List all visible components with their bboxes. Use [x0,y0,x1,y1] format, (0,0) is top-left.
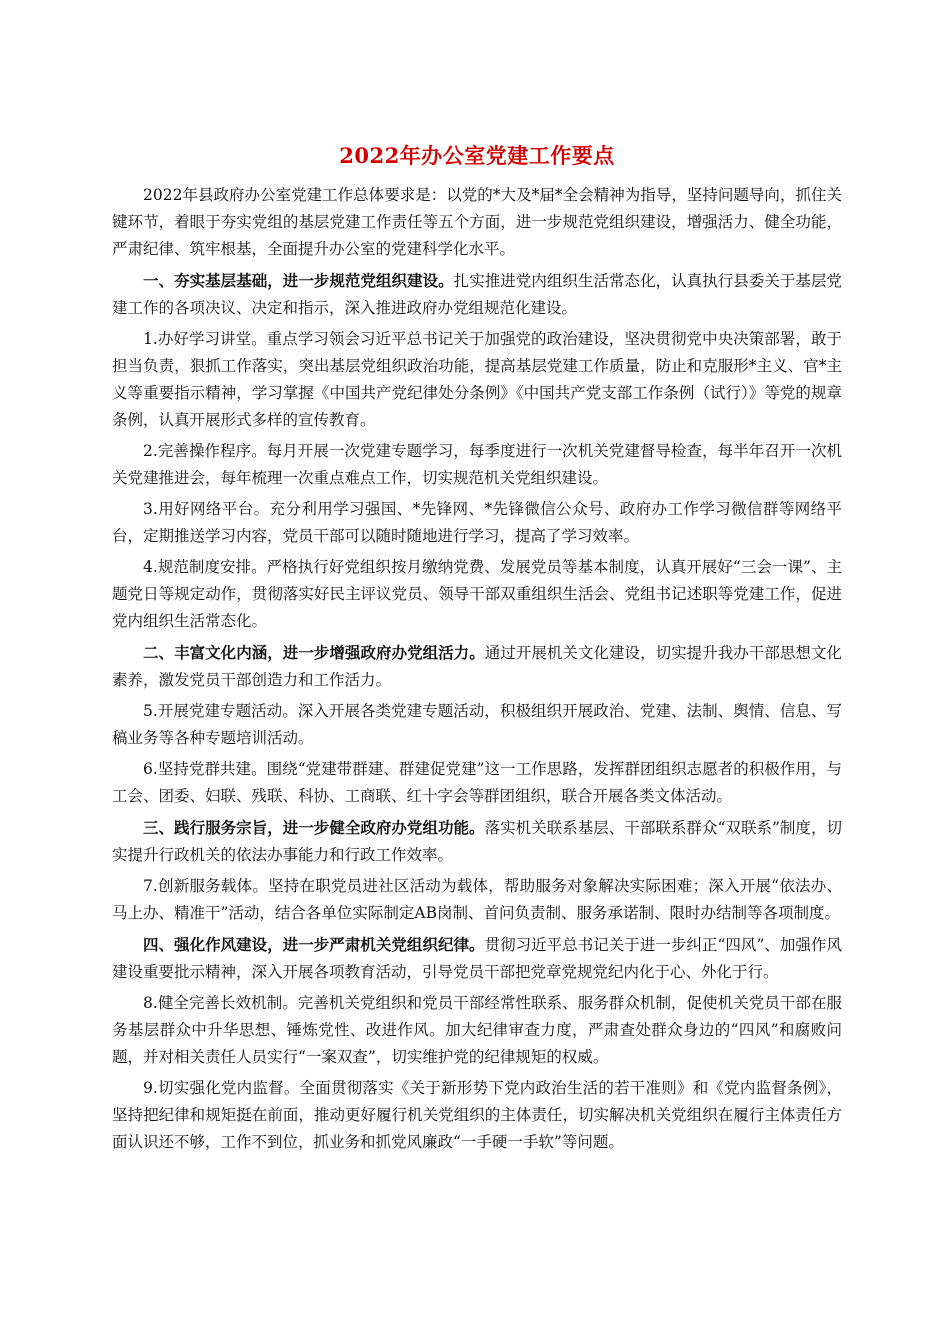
item-1-paragraph: 1.办好学习讲堂。重点学习领会习近平总书记关于加强党的政治建设，坚决贯彻党中央决策部署，敢于担当负责，狠抓工作落实，突出基层党组织政治功能，提高基层党建工作质量，防止和克服形*主义、官*主义等重要指示精神，学习掌握《中国共产党纪律处分条例》《中国共产党支部工作条例（试行）》等党的规章条例，认真开展形式多样的宣传教育。 [112,330,842,429]
section-3-text: 落实机关联系基层、干部联系群众“双联系”制度，切实提升行政机关的依法办事能力和行政工作效率。 [112,819,842,864]
section-4-text: 贯彻习近平总书记关于进一步纠正“四风”、加强作风建设重要批示精神，深入开展各项教育活动，引导党员干部把党章党规党纪内化于心、外化于行。 [112,936,842,981]
item-3-paragraph: 3.用好网络平台。充分利用学习强国、*先锋网、*先锋微信公众号、政府办工作学习微信群等网络平台，定期推送学习内容，党员干部可以随时随地进行学习，提高了学习效率。 [112,500,842,545]
document-page [112,140,842,1160]
item-5-paragraph: 5.开展党建专题活动。深入开展各类党建专题活动，积极组织开展政治、党建、法制、舆情、信息、写稿业务等各种专题培训活动。 [112,702,842,747]
item-7-paragraph: 7.创新服务载体。坚持在职党员进社区活动为载体，帮助服务对象解决实际困难；深入开展“依法办、马上办、精准干”活动，结合各单位实际制定AB岗制、首问负责制、服务承诺制、限时办结制等各项制度。 [112,877,842,922]
document-title: 2022年办公室党建工作要点 [339,143,615,168]
item-8-paragraph: 8.健全完善长效机制。完善机关党组织和党员干部经常性联系、服务群众机制，促使机关党员干部在服务基层群众中升华思想、锤炼党性、改进作风。加大纪律审查力度，严肃查处群众身边的“四风”和腐败问题，并对相关责任人员实行“一案双查”，切实维护党的纪律规矩的权威。 [112,994,842,1066]
section-2-text: 通过开展机关文化建设，切实提升我办干部思想文化素养，激发党员干部创造力和工作活力。 [112,644,842,689]
item-2-paragraph: 2.完善操作程序。每月开展一次党建专题学习，每季度进行一次机关党建督导检查，每半年召开一次机关党建推进会，每年梳理一次重点难点工作，切实规范机关党组织建设。 [112,442,842,487]
item-6-paragraph: 6.坚持党群共建。围绕“党建带群建、群建促党建”这一工作思路，发挥群团组织志愿者的积极作用，与工会、团委、妇联、残联、科协、工商联、红十字会等群团组织，联合开展各类文体活动。 [112,760,842,805]
section-1-text: 扎实推进党内组织生活常态化，认真执行县委关于基层党建工作的各项决议、决定和指示，深入推进政府办党组规范化建设。 [112,272,842,317]
item-4-paragraph: 4.规范制度安排。严格执行好党组织按月缴纳党费、发展党员等基本制度，认真开展好“三会一课”、主题党日等规定动作，贯彻落实好民主评议党员、领导干部双重组织生活会、党组书记述职等党建工作，促进党内组织生活常态化。 [112,558,842,630]
section-3-paragraph [112,814,842,869]
section-4-paragraph [112,931,842,986]
item-9-paragraph: 9.切实强化党内监督。全面贯彻落实《关于新形势下党内政治生活的若干准则》和《党内监督条例》，坚持把纪律和规矩挺在前面，推动更好履行机关党组织的主体责任，切实解决机关党组织在履行主体责任方面认识还不够，工作不到位，抓业务和抓党风廉政“一手硬一手软”等问题。 [112,1079,842,1151]
section-1-paragraph [112,267,842,322]
section-2-heading: 二、丰富文化内涵，进一步增强政府办党组活力。 [143,643,485,662]
section-4-heading: 四、强化作风建设，进一步严肃机关党组织纪律。 [143,935,485,954]
intro-paragraph: 2022年县政府办公室党建工作总体要求是：以党的*大及*届*全会精神为指导，坚持问题导向，抓住关键环节，着眼于夯实党组的基层党建工作责任等五个方面，进一步规范党组织建设，增强活力、健全功能，严肃纪律、筑牢根基，全面提升办公室的党建科学化水平。 [112,186,842,258]
section-3-heading: 三、践行服务宗旨，进一步健全政府办党组功能。 [143,818,485,837]
section-2-paragraph [112,639,842,694]
section-1-heading: 一、夯实基层基础，进一步规范党组织建设。 [143,271,454,290]
